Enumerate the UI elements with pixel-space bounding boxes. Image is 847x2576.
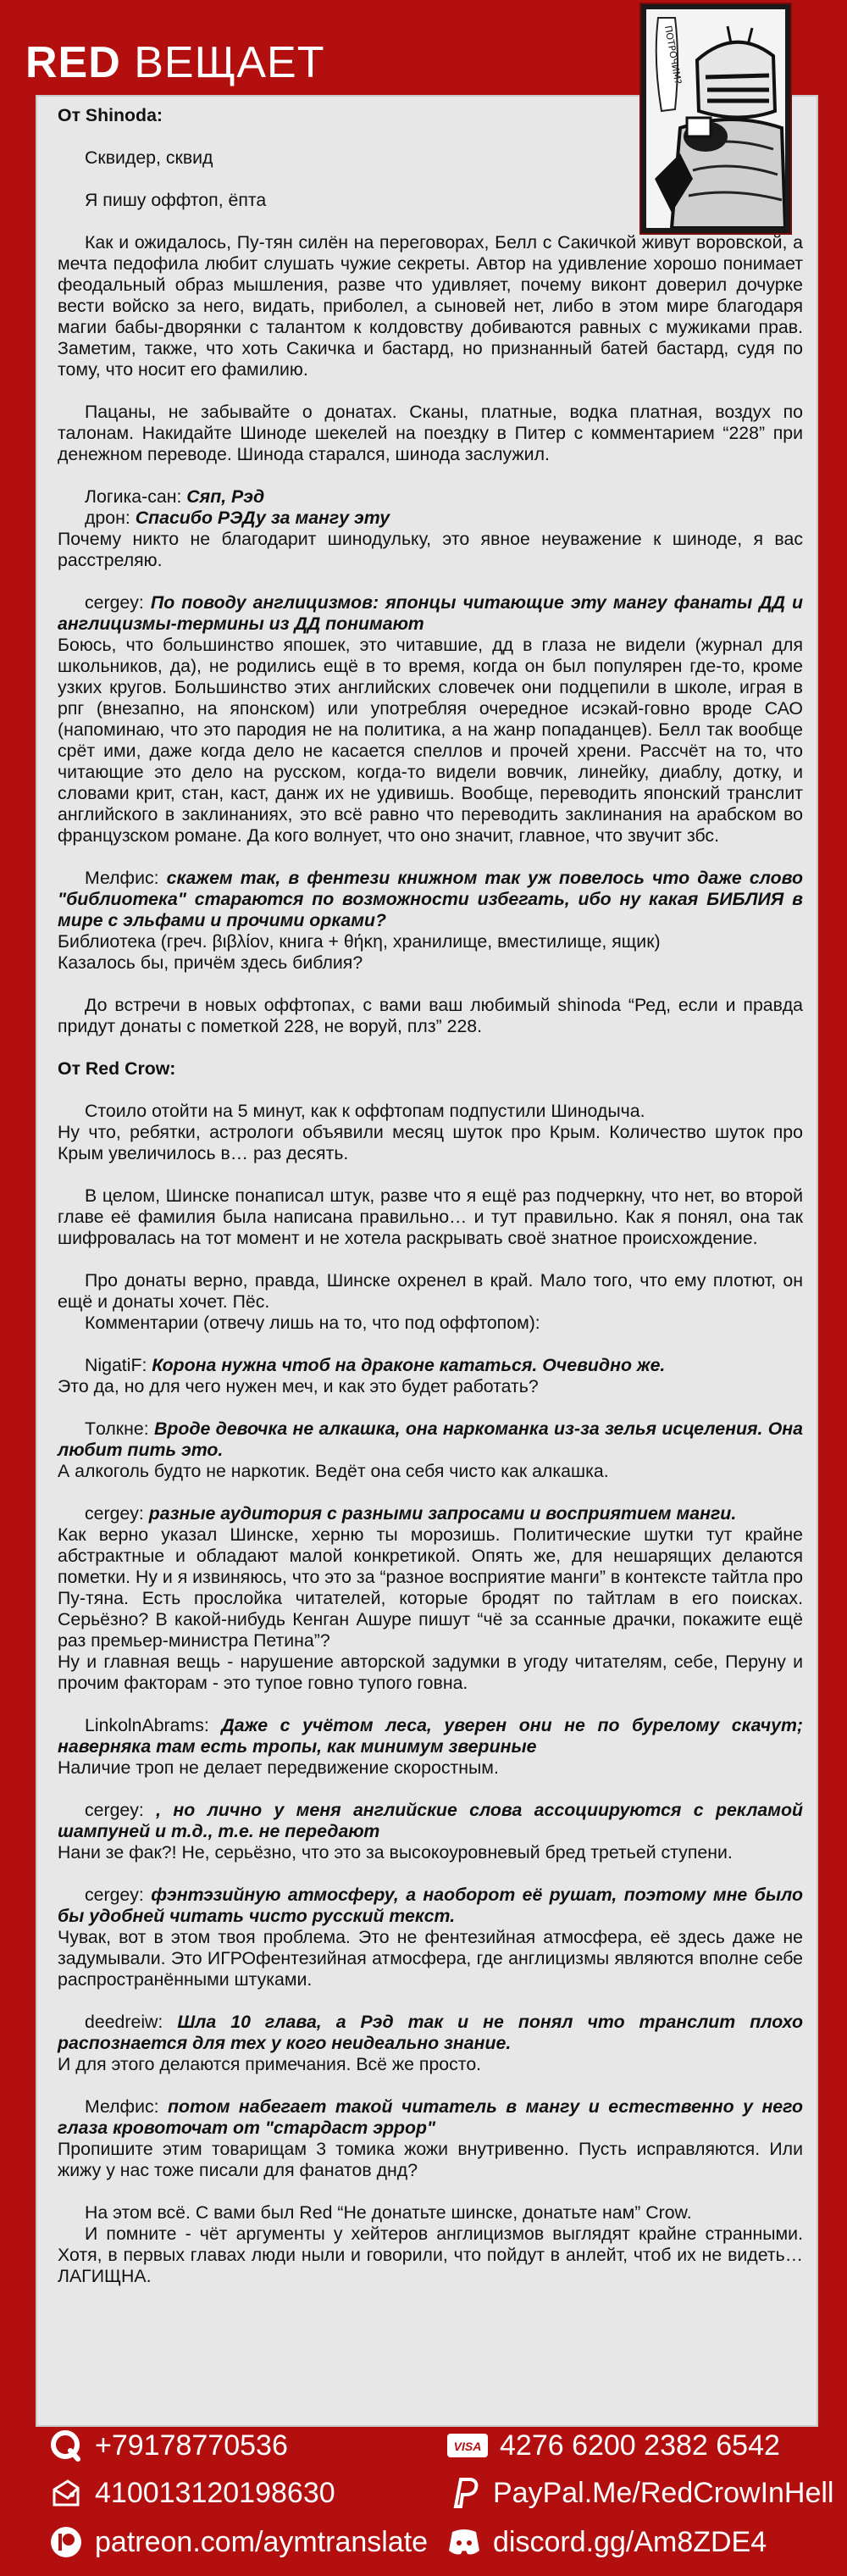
quoted-comment: Шла 10 глава, а Рэд так и не понял что транслит плохо распознается для тех у кого неидеально знание.: [58, 2012, 803, 2053]
patreon-contact[interactable]: [49, 2525, 428, 2559]
discord-link: discord.gg/Am8ZDE4: [493, 2526, 767, 2558]
paragraph-text: От Shinoda:: [58, 105, 163, 125]
paragraph: [58, 868, 803, 931]
paragraph-text: Библиотека (греч. βιβλίον, книга + θήκη, хранилище, вместилище, ящик): [58, 931, 661, 952]
logo-red: RED: [25, 38, 121, 87]
paragraph: [58, 1418, 803, 1461]
paragraph-text: Про донаты верно, правда, Шинске охренел в край. Мало того, что ему плотют, он ещё и донаты хочет. Пёс.: [58, 1270, 803, 1312]
commenter-name: Логика-сан:: [85, 486, 187, 507]
paragraph-gap: [58, 1249, 803, 1270]
paragraph-gap: [58, 1397, 803, 1418]
paragraph: [58, 2096, 803, 2139]
paragraph-text: Пацаны, не забывайте о донатах. Сканы, платные, водка платная, воздух по талонам. Накидайте Шиноде шекелей на поездку в Питер с комментарием “228” при денежном переводе. Шинода старался, шинода заслужил.: [58, 402, 803, 464]
quoted-comment: потом набегает такой читатель в мангу и естественно у него глаза кровоточат от "стардаст эррор": [58, 2096, 803, 2138]
paragraph: [58, 486, 803, 508]
paragraph: [58, 529, 803, 571]
yandex-number: 410013120198630: [95, 2477, 335, 2509]
paragraph-gap: [58, 1334, 803, 1355]
paragraph: [58, 232, 803, 380]
paragraph-text: А алкоголь будто не наркотик. Ведёт она себя чисто как алкашка.: [58, 1461, 609, 1481]
paragraph-text: Нани зе фак?! Не, серьёзно, что это за высокоуровневый бред третьей ступени.: [58, 1842, 733, 1863]
paragraph: [58, 1715, 803, 1757]
article-text: [58, 105, 803, 2287]
paragraph: [58, 2054, 803, 2075]
quoted-comment: Сяп, Рэд: [186, 486, 265, 507]
paragraph-text: Чувак, вот в этом твоя проблема. Это не фентезийная атмосфера, её здесь даже не задумывали. Это ИГРОфентезийная атмосфера, где англицизмы являются вполне себе распространёнными штуками.: [58, 1927, 803, 1990]
paragraph-text: Ну и главная вещь - нарушение авторской задумки в угоду читателям, себе, Перуну и прочим факторам - это тупое говно тупого говна.: [58, 1652, 803, 1693]
quoted-comment: Спасибо РЭДу за мангу эту: [135, 508, 390, 528]
visa-contact[interactable]: [447, 2429, 780, 2462]
paragraph-text: От Red Crow:: [58, 1058, 176, 1079]
discord-icon: [447, 2525, 481, 2559]
logo-veshchaet: ВЕЩАЕТ: [134, 38, 325, 87]
paragraph-text: И для этого делаются примечания. Всё же просто.: [58, 2054, 482, 2074]
commenter-name: deedreiw:: [85, 2012, 178, 2032]
patreon-icon: [49, 2525, 83, 2559]
commenter-name: cergey:: [85, 592, 151, 613]
paragraph: [58, 635, 803, 847]
paragraph: [58, 1185, 803, 1249]
paragraph: [58, 1800, 803, 1842]
discord-contact[interactable]: [447, 2525, 767, 2559]
paragraph: [58, 1842, 803, 1863]
paragraph-text: Как и ожидалось, Пу-тян силён на переговорах, Белл с Сакичкой живут воровской, а мечта педофила любит слушать чужие секреты. Автор на удивление хорошо понимает феодальный образ мышления, разве что удивляет, почему виконт доверил дочурке вести войско за него, видать, приболел, а сыновей нет, либо в этом мире благодаря магии бабы-дворянки с талантом к колдовству добиваются равных с мужиками прав. Заметим, также, что хоть Сакичка и бастард, но признанный батей бастард, судя по тому, что носит его фамилию.: [58, 232, 803, 380]
paragraph-text: Ну что, ребятки, астрологи объявили месяц шуток про Крым. Количество шуток про Крым увеличилось в… раз десять.: [58, 1122, 803, 1163]
quoted-comment: разные аудитория с разными запросами и восприятием манги.: [148, 1503, 737, 1524]
paragraph: [58, 2202, 803, 2223]
commenter-name: LinkolnAbrams:: [85, 1715, 222, 1735]
qiwi-icon: [49, 2429, 83, 2462]
paragraph-text: Стоило отойти на 5 минут, как к оффтопам подпустили Шинодыча.: [85, 1101, 645, 1121]
paragraph-text: Это да, но для чего нужен меч, и как это будет работать?: [58, 1376, 539, 1396]
paragraph-gap: [58, 1863, 803, 1885]
quoted-comment: Вроде девочка не алкашка, она наркоманка из-за зелья исцеления. Она любит пить это.: [58, 1418, 803, 1460]
paragraph: [58, 1376, 803, 1397]
paragraph: [58, 1524, 803, 1652]
quoted-comment: Корона нужна чтоб на драконе кататься. Очевидно же.: [152, 1355, 666, 1375]
paragraph-text: Комментарии (отвечу лишь на то, что под оффтопом):: [85, 1313, 540, 1333]
commenter-name: NigatiF:: [85, 1355, 152, 1375]
paragraph: [58, 147, 803, 169]
paragraph: [58, 402, 803, 465]
paragraph-text: Почему никто не благодарит шинодульку, это явное неуважение к шиноде, я вас расстреляю.: [58, 529, 803, 570]
paragraph-gap: [58, 1482, 803, 1503]
paragraph-text: Я пишу оффтоп, ёпта: [85, 190, 267, 210]
site-logo[interactable]: [25, 37, 325, 88]
commenter-name: cergey:: [85, 1503, 149, 1524]
paragraph: [58, 1757, 803, 1779]
paragraph-gap: [58, 847, 803, 868]
qiwi-number: +79178770536: [95, 2429, 288, 2462]
footer: [0, 2429, 847, 2576]
quoted-comment: фэнтэзийную атмосферу, а наоборот её рушат, поэтому мне было бы удобней читать чисто русский текст.: [58, 1885, 803, 1926]
paragraph-gap: [58, 2181, 803, 2202]
paragraph-text: В целом, Шинске понаписал штук, разве что я ещё раз подчеркну, что нет, во второй главе её фамилия была написана правильно… и тут правильно. Как я понял, она так шифровалась на тот момент и не хотела раскрывать своё знатное происхождение.: [58, 1185, 803, 1248]
visa-icon: [447, 2429, 488, 2462]
paragraph-gap: [58, 1037, 803, 1058]
paragraph: [58, 2139, 803, 2181]
paragraph-text: Пропишите этим товарищам 3 томика жожи внутривенно. Пусть исправляются. Или жижу у нас тоже писали для фанатов днд?: [58, 2139, 803, 2180]
paragraph-text: Боюсь, что большинство япошек, это читавшие, дд в глаза не видели (журнал для школьников, да), не родились ещё в то время, когда он был популярен где-то, кроме узких кругов. Большинство этих английских словечек они подцепили в школе, играя в рпг (внезапно, на японском) или употребляя очередное исэкай-говно вроде САО (напоминаю, что это пародия не на политика, а на жанр попаданцев). Белл так вообще срёт ими, даже когда дело не касается спеллов и прочей хрени. Рассчёт на то, что читающие это дело на русском, когда-то видели вовчик, линейку, диаблу, дотку, и словами крит, стан, каст, данж их не удивишь. Вообще, переводить японский транслит английского в заклинаниях, это всё равно что переводить заклинания на арабском во французском романе. Да кого волнует, что оно значит, главное, что звучит збс.: [58, 635, 803, 846]
paragraph: [58, 952, 803, 974]
quoted-comment: Даже с учётом леса, уверен они не по бурелому скачут; наверняка там есть тропы, как минимум звериные: [58, 1715, 803, 1757]
paragraph: [58, 1270, 803, 1313]
paragraph-gap: [58, 974, 803, 995]
paragraph-gap: [58, 2075, 803, 2096]
commenter-name: cergey:: [85, 1885, 152, 1905]
author-heading: [58, 105, 803, 126]
visa-badge-label: VISA: [453, 2440, 482, 2453]
paragraph: [58, 1461, 803, 1482]
paragraph: [58, 1313, 803, 1334]
paragraph: [58, 2223, 803, 2287]
visa-card-number: 4276 6200 2382 6542: [500, 2429, 780, 2462]
paragraph-text: Казалось бы, причём здесь библия?: [58, 952, 363, 973]
commenter-name: дрон:: [85, 508, 136, 528]
paragraph-gap: [58, 465, 803, 486]
qiwi-contact[interactable]: [49, 2429, 288, 2462]
paragraph-gap: [58, 1779, 803, 1800]
paragraph: [58, 1885, 803, 1927]
paragraph-gap: [58, 380, 803, 402]
commenter-name: Tолкне:: [85, 1418, 154, 1439]
paragraph-gap: [58, 211, 803, 232]
paragraph: [58, 931, 803, 952]
paragraph: [58, 190, 803, 211]
commenter-name: Мелфис:: [85, 868, 167, 888]
paypal-icon: [447, 2476, 481, 2510]
quoted-comment: , но лично у меня английские слова ассоциируются с рекламой шампуней и т.д., т.е. не передают: [58, 1800, 803, 1841]
paragraph-gap: [58, 571, 803, 592]
paragraph-text: Сквидер, сквид: [85, 147, 213, 168]
paragraph-text: Как верно указал Шинске, херню ты морозишь. Политические шутки тут крайне абстрактные и обладают малой конкретикой. Опять же, для нешарящих делаются пометки. Ну и я извиняюсь, что это за “разное восприятие манги” в контексте тайтла про Пу-тяна. Есть прослойка читателей, которые бродят по тайтлам в его поисках. Серьёзно? В какой-нибудь Кенган Ашуре пишут “чё за ссанные драчки, покажите ещё раз премьер-министра Петина”?: [58, 1524, 804, 1651]
paragraph: [58, 1652, 803, 1694]
author-heading: [58, 1058, 803, 1080]
quoted-comment: скажем так, в фентези книжном так уж повелось что даже слово "библиотека" стараются по возможности избегать, ибо ну какая БИБЛИЯ в мире с эльфами и прочими орками?: [58, 868, 803, 930]
paragraph-text: Наличие троп не делает передвижение скоростным.: [58, 1757, 499, 1778]
paragraph: [58, 1355, 803, 1376]
patreon-link: patreon.com/aymtranslate: [95, 2526, 429, 2558]
yandex-money-icon: [49, 2476, 83, 2510]
paragraph: [58, 1101, 803, 1122]
paragraph: [58, 1122, 803, 1164]
paragraph-gap: [58, 126, 803, 147]
paragraph: [58, 508, 803, 529]
paragraph-gap: [58, 169, 803, 190]
paragraph: [58, 2012, 803, 2054]
paragraph: [58, 1927, 803, 1990]
commenter-name: Мелфис:: [85, 2096, 169, 2117]
paragraph-gap: [58, 1990, 803, 2012]
paragraph: [58, 1503, 803, 1524]
paragraph-gap: [58, 1164, 803, 1185]
paragraph-gap: [58, 1080, 803, 1101]
paragraph-text: До встречи в новых оффтопах, с вами ваш любимый shinoda “Ред, если и правда придут донаты с пометкой 228, не воруй, плз” 228.: [58, 995, 803, 1036]
avatar-caption: ПОТРОЧИМ?: [662, 25, 684, 86]
paypal-link: PayPal.Me/RedCrowInHell: [493, 2477, 834, 2509]
paragraph: [58, 592, 803, 635]
paypal-contact[interactable]: [447, 2476, 834, 2510]
paragraph-text: И помните - чёт аргументы у хейтеров англицизмов выглядят крайне странными. Хотя, в первых главах люди ныли и говорили, что пойдут в анлейт, чтоб их не видеть… ЛАГИЩНА.: [58, 2223, 803, 2286]
paragraph-gap: [58, 1694, 803, 1715]
yandex-contact[interactable]: [49, 2476, 335, 2510]
commenter-name: cergey:: [85, 1800, 157, 1820]
paragraph-text: На этом всё. С вами был Red “Не донатьте шинске, донатьте нам” Crow.: [85, 2202, 692, 2223]
quoted-comment: По поводу англицизмов: японцы читающие эту мангу фанаты ДД и англицизмы-термины из ДД понимают: [58, 592, 803, 634]
paragraph: [58, 995, 803, 1037]
